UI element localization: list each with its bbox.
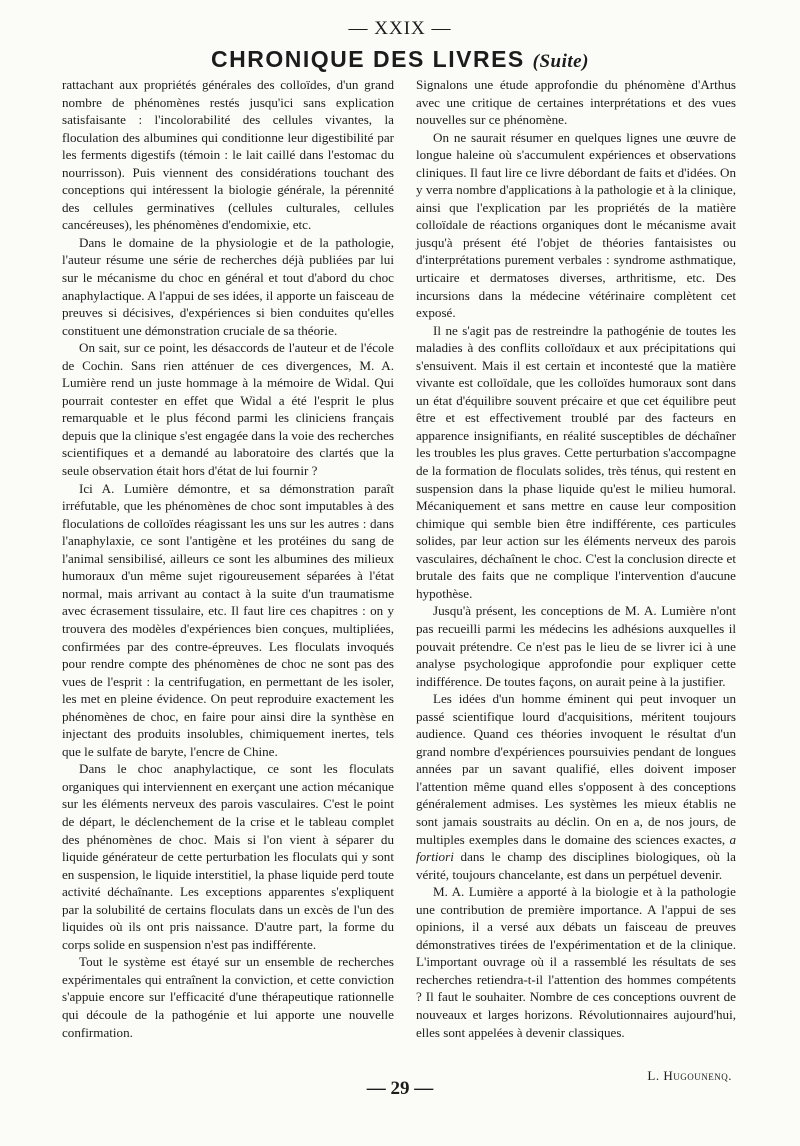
roman-page-number: — XXIX — xyxy=(348,18,452,39)
left-paragraph-5: Dans le choc anaphylactique, ce sont les floculats organiques qui interviennent en exerçant une action mécanique sur les éléments nerveux des parois vasculaires. C'est le point de départ, le déclenchement de la crise et le tableau complet des phénomènes de choc. Mais si l'on vient à séparer du liquide générateur de cette perturbation les floculats qui y sont en suspension, le liquide interstitiel, la phase liquide perd toute activité déchaînante. Les exceptions apparentes s'expliquent par la solubilité de certains floculats dans un excès de l'un des liquides où ils ont pris naissance. D'autre part, la forme du corps solide en suspension n'est pas indifférente. xyxy=(62,761,394,952)
right-paragraph-1: Signalons une étude approfondie du phénomène d'Arthus avec une critique de certaines interprétations et des vues nouvelles sur ce phénomène. xyxy=(416,77,736,128)
left-paragraph-6: Tout le système est étayé sur un ensemble de recherches expérimentales qui entraînent la conviction, et cette conviction s'appuie encore sur l'efficacité d'une thérapeutique rationnelle qui découle de la pathogénie et lui apporte une nouvelle confirmation. xyxy=(62,954,394,1040)
right-paragraph-6: M. A. Lumière a apporté à la biologie et à la pathologie une contribution de première importance. A l'appui de ses opinions, il a versé aux débats un faisceau de preuves démonstratives tirées de l'expérimentation et de la clinique. L'important ouvrage où il a rassemblé les résultats de ses recherches retiendra-t-il l'attention des hommes compétents ? Il faut le souhaiter. Nombre de ces conceptions ouvrent de nouveaux et larges horizons. Révolutionnaires aujourd'hui, elles sont appelées à devenir classiques. xyxy=(416,884,736,1040)
left-paragraph-2: Dans le domaine de la physiologie et de la pathologie, l'auteur résume une série de recherches déjà publiées par lui sur le mécanisme du choc en général et tout d'abord du choc anaphylactique. A l'appui de ses idées, il apporte un faisceau de preuves si décisives, d'expériences si bien conduites qu'elles constituent une démonstration cruciale de sa théorie. xyxy=(62,234,394,338)
right-column xyxy=(416,76,736,1085)
right-paragraph-2: On ne saurait résumer en quelques lignes une œuvre de longue haleine où s'accumulent expériences et observations cliniques. Il faut lire ce livre débordant de faits et d'idées. On y verra nombre d'applications à la pathologie et à la clinique, ainsi que l'explication par les propriétés de la matière colloïdale de réactions organiques dont le mécanisme avait jusqu'à présent été l'objet de théories fantaisistes ou d'interprétations purement verbales : syndrome asthmatique, urticaire et dermatoses diverses, arthritisme, etc. Des incursions dans la médecine vétérinaire complètent cet exposé. xyxy=(416,129,736,321)
author-signature: L. Hugounenq. xyxy=(647,1068,732,1084)
right-paragraph-5: Les idées d'un homme éminent qui peut invoquer un passé scientifique lourd d'acquisitions, méritent toujours audience. Quand ces théories invoquent le résultat d'un grand nombre d'expériences poursuivies pendant de longues années par un savant qualifié, elles doivent imposer l'attention même quand elles s'opposent à des conceptions généralement admises. Les systèmes les mieux établis ne sont jamais soustraits au déclin. On en a, de nos jours, de multiples exemples dans le domaine des sciences exactes, a fortiori dans le champ des disciplines biologiques, où la vérité, toujours chancelante, est dans un perpétuel devenir. xyxy=(416,691,736,882)
italic-phrase: a fortiori xyxy=(416,831,736,865)
right-paragraph-4: Jusqu'à présent, les conceptions de M. A. Lumière n'ont pas recueilli parmi les médecins les adhésions auxquelles il pouvait prétendre. Ce n'est pas le lieu de se livrer ici à une analyse psychologique approfondie pour expliquer cette indifférence. De toutes façons, on aurait peine à la justifier. xyxy=(416,603,736,689)
title-suffix: (Suite) xyxy=(532,51,589,72)
title-text: CHRONIQUE DES LIVRES xyxy=(211,46,525,72)
page-number: — 29 — xyxy=(366,1078,434,1099)
left-paragraph-4: Ici A. Lumière démontre, et sa démonstration paraît irréfutable, que les phénomènes de choc sont imputables à des floculations de colloïdes réagissant les uns sur les autres : dans l'anaphylaxie, ce sont l'antigène et les protéines du sang de l'animal sensibilisé, ailleurs ce sont les albumines des milieux humoraux d'un même sujet rigoureusement séparées à l'état normal, mais arrivant au contact à la suite d'un traumatisme avec écrasement tissulaire, etc. Il faut lire ces chapitres : on y trouvera des modèles d'expériences bien conçues, multipliées, confirmées par des contre-épreuves. Les floculats invoqués pour rendre compte des phénomènes de choc ne sont pas des vues de l'esprit : la centrifugation, en permettant de les isoler, les met en pleine évidence. On peut reproduire exactement les phénomènes de choc, en faire pour ainsi dire la synthèse en injectant des produits insolubles, chimiquement inertes, tels que le sulfate de baryte, l'encre de Chine. xyxy=(62,480,394,759)
section-title xyxy=(0,46,800,73)
left-paragraph-3: On sait, sur ce point, les désaccords de l'auteur et de l'école de Cochin. Sans rien atténuer de ces divergences, M. A. Lumière rend un juste hommage à la mémoire de Widal. Qui pourrait contester en effet que Widal a été l'esprit le plus remarquable et le plus fécond parmi les cliniciens français depuis que la clinique s'est engagée dans la voie des recherches scientifiques et a demandé au laboratoire des clartés que la seule observation était hors d'état de lui fournir ? xyxy=(62,340,394,479)
left-column xyxy=(62,76,394,1041)
left-paragraph-1: rattachant aux propriétés générales des colloïdes, d'un grand nombre de phénomènes restés jusqu'ici sans explication satisfaisante : l'incolorabilité des cellules vivantes, la floculation des albumines qui conditionne leur digestibilité par les ferments digestifs (témoin : le lait caillé dans l'estomac du nourrisson). Puis viennent des considérations touchant des conceptions qui intéressent la biologie générale, la pérennité des cellules germinatives (cellules culturales, cellules cancéreuses), les phénomènes d'endomixie, etc. xyxy=(62,77,394,233)
right-paragraph-3: Il ne s'agit pas de restreindre la pathogénie de toutes les maladies à des conflits colloïdaux et aux précipitations qui s'ensuivent. Mais il est certain et incontesté que la matière vivante est colloïdale, que les colloïdes humoraux sont dans un état d'équilibre souvent précaire et que cet équilibre peut être et est effectivement troublé par des facteurs en apparence insignifiants, en réalité susceptibles de déchaîner les troubles les plus graves. Cette perturbation s'accompagne de la formation de floculats solides, très ténus, qui restent en suspension dans la phase liquide qu'est le milieu humoral. Mécaniquement et sans mettre en cause leur composition chimique qui semble bien être indifférente, ces particules solides, par leur action sur les éléments nerveux des parois vasculaires, déchaînent le choc. C'est la conclusion directe et brutale des faits que ne complique l'intervention d'aucune hypothèse. xyxy=(416,322,736,601)
